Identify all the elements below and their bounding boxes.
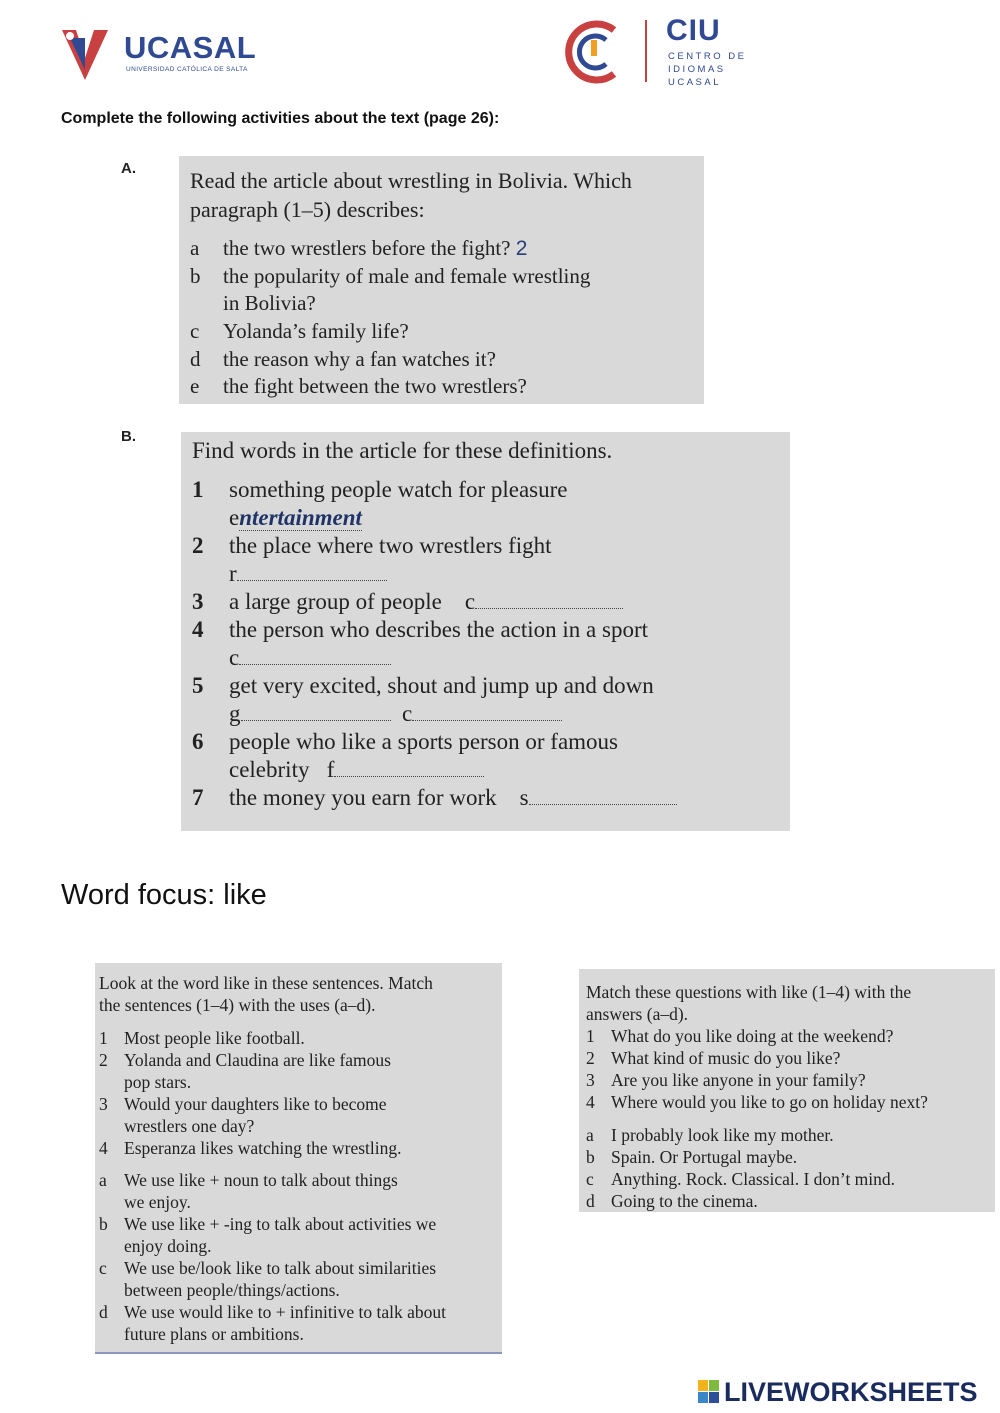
definition-answer: c <box>229 644 391 672</box>
answer-field[interactable]: 2 <box>515 237 528 260</box>
answer-field[interactable] <box>412 706 562 721</box>
ciu-line-2: IDIOMAS <box>668 64 726 75</box>
ciu-logo-mark <box>562 18 626 86</box>
section-a-item: e the fight between the two wrestlers? <box>190 374 527 398</box>
box-line: enjoy doing. <box>124 1236 212 1256</box>
box-line: wrestlers one day? <box>124 1116 255 1136</box>
box-line: answers (a–d). <box>586 1004 689 1024</box>
box-line: between people/things/actions. <box>124 1280 340 1300</box>
answer-field[interactable] <box>475 594 623 609</box>
answer-field[interactable] <box>334 762 484 777</box>
section-b-box <box>181 432 790 831</box>
section-a-item: c Yolanda’s family life? <box>190 319 409 343</box>
section-a-letter: A. <box>121 160 136 177</box>
box-line: 1 Most people like football. <box>99 1028 305 1048</box>
ucasal-subtitle: UNIVERSIDAD CATÓLICA DE SALTA <box>126 66 248 73</box>
ciu-line-3: UCASAL <box>668 77 722 88</box>
box-line: the sentences (1–4) with the uses (a–d). <box>99 995 376 1015</box>
box-line: pop stars. <box>124 1072 192 1092</box>
word-focus-title: Word focus: like <box>61 879 267 911</box>
box-line: d Going to the cinema. <box>586 1191 758 1211</box>
definition-answer: g c <box>229 700 562 728</box>
ucasal-name: UCASAL <box>124 30 257 65</box>
answer-field[interactable] <box>239 650 391 665</box>
definition-row: 6 people who like a sports person or famous <box>192 729 619 754</box>
box-line: 3 Are you like anyone in your family? <box>586 1070 866 1090</box>
ucasal-logo-mark <box>62 30 108 80</box>
ciu-divider <box>645 20 647 82</box>
like-uses-box <box>95 963 502 1354</box>
answer-field[interactable] <box>237 566 387 581</box>
box-line: Look at the word like in these sentences. Match <box>99 973 433 993</box>
ciu-name: CIU <box>666 14 721 47</box>
definition-answer: entertainment <box>229 505 362 530</box>
definition-row: 3 a large group of people c <box>192 588 623 616</box>
liveworksheets-logo-icon <box>698 1380 720 1404</box>
box-line: b We use like + -ing to talk about activities we <box>99 1214 437 1234</box>
box-line: 2 What kind of music do you like? <box>586 1048 841 1068</box>
definition-row: 7 the money you earn for work s <box>192 784 677 812</box>
definition-row: 2 the place where two wrestlers fight <box>192 533 552 558</box>
box-line: 3 Would your daughters like to become <box>99 1094 387 1114</box>
section-b-letter: B. <box>121 428 136 445</box>
like-questions-box <box>579 969 995 1212</box>
definition-answer: r <box>229 560 387 588</box>
answer-field[interactable] <box>529 790 677 805</box>
box-line: d We use would like to + infinitive to talk about <box>99 1302 446 1322</box>
definition-answer: celebrity f <box>229 756 484 784</box>
box-line: we enjoy. <box>124 1192 191 1212</box>
answer-field[interactable] <box>241 706 391 721</box>
box-line: 4 Esperanza likes watching the wrestling. <box>99 1138 402 1158</box>
definition-row: 1 something people watch for pleasure <box>192 477 568 502</box>
definition-row: 4 the person who describes the action in a sport <box>192 617 648 642</box>
box-line: a I probably look like my mother. <box>586 1125 834 1145</box>
section-b-heading: Find words in the article for these definitions. <box>192 438 613 463</box>
section-a-box <box>179 156 704 404</box>
section-a-item: a the two wrestlers before the fight? 2 <box>190 236 528 260</box>
box-line: 1 What do you like doing at the weekend? <box>586 1026 894 1046</box>
box-line: Match these questions with like (1–4) with the <box>586 982 912 1002</box>
answer-field[interactable]: ntertainment <box>239 505 362 530</box>
ciu-line-1: CENTRO DE <box>668 51 747 62</box>
box-line: b Spain. Or Portugal maybe. <box>586 1147 798 1167</box>
box-line: c We use be/look like to talk about similarities <box>99 1258 437 1278</box>
box-line: 4 Where would you like to go on holiday next? <box>586 1092 928 1112</box>
section-a-heading: Read the article about wrestling in Bolivia. Which paragraph (1–5) describes: <box>190 168 632 222</box>
definition-row: 5 get very excited, shout and jump up and down <box>192 673 654 698</box>
box-line: c Anything. Rock. Classical. I don’t mind. <box>586 1169 896 1189</box>
box-line: future plans or ambitions. <box>124 1324 304 1344</box>
box-line: a We use like + noun to talk about things <box>99 1170 398 1190</box>
section-a-item: d the reason why a fan watches it? <box>190 347 496 371</box>
page-instruction: Complete the following activities about the text (page 26): <box>61 110 500 127</box>
section-a-item: b the popularity of male and female wrestling in Bolivia? <box>190 264 591 315</box>
box-line: 2 Yolanda and Claudina are like famous <box>99 1050 391 1070</box>
liveworksheets-brand[interactable]: LIVEWORKSHEETS <box>724 1377 978 1407</box>
